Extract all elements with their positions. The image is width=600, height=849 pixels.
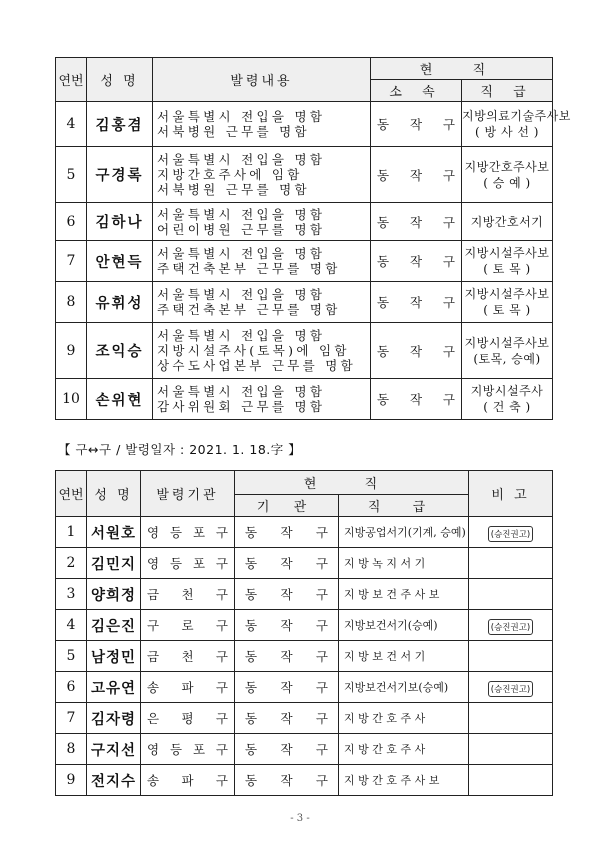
org-char: 동 [245, 556, 258, 571]
org-cell [235, 548, 339, 579]
agency-char: 파 [181, 680, 194, 695]
agency-cell [141, 548, 235, 579]
header-current: 현 직 [371, 58, 553, 80]
header-name: 성 명 [87, 58, 153, 102]
agency-cell [141, 641, 235, 672]
table-row [56, 548, 553, 579]
table-row [56, 102, 553, 147]
appointment-table-1 [55, 57, 571, 420]
grade-cell: 지 방 간 호 주 사 [339, 703, 469, 734]
row-no: 6 [56, 672, 87, 703]
row-no: 7 [56, 241, 87, 282]
unit-char: 작 [409, 343, 423, 359]
unit-cell [371, 379, 462, 420]
grade-line: 지방간호주사보 [464, 159, 550, 174]
header-grade: 직 급 [339, 495, 469, 517]
unit-cell [371, 147, 462, 203]
org-char: 구 [315, 649, 328, 664]
org-char: 작 [280, 525, 293, 540]
person-name: 조익승 [87, 323, 153, 379]
org-char: 작 [280, 680, 293, 695]
org-char: 작 [280, 711, 293, 726]
org-char: 구 [315, 711, 328, 726]
note-cell [469, 734, 553, 765]
note-cell [469, 517, 553, 548]
content-line: 서울특별시 전입을 명함 [157, 109, 326, 124]
promotion-badge: (승진권고) [488, 619, 533, 635]
agency-char: 구 [215, 773, 228, 788]
grade-line: 지방시설주사보 [464, 287, 550, 301]
row-no: 4 [56, 102, 87, 147]
content-line: 어린이병원 근무를 명함 [157, 221, 326, 237]
content-line: 서울특별시 전입을 명함 [157, 152, 326, 167]
row-no: 7 [56, 703, 87, 734]
row-no: 8 [56, 282, 87, 323]
unit-char: 동 [377, 392, 390, 407]
grade-cell [462, 282, 553, 323]
unit-char: 작 [409, 117, 423, 132]
agency-char: 구 [215, 525, 228, 540]
unit-char: 구 [442, 392, 455, 407]
unit-char: 구 [442, 214, 455, 230]
agency-cell [141, 517, 235, 548]
table-row [56, 323, 553, 379]
agency-char: 등 [169, 525, 183, 540]
content-line: 서울특별시 전입을 명함 [157, 246, 326, 261]
agency-char: 금 [147, 587, 160, 602]
unit-cell [371, 241, 462, 282]
org-char: 작 [280, 556, 293, 571]
org-cell [235, 672, 339, 703]
person-name: 고유연 [87, 672, 141, 703]
note-cell [469, 765, 553, 796]
appointment-content [153, 147, 371, 203]
org-char: 작 [280, 618, 293, 633]
grade-cell: 지방보건서기보(승예) [339, 672, 469, 703]
grade-cell [462, 241, 553, 282]
header-name: 성 명 [87, 471, 141, 517]
org-char: 동 [245, 649, 258, 664]
row-no: 1 [56, 517, 87, 548]
promotion-badge: (승진권고) [488, 526, 533, 542]
person-name: 김자령 [87, 703, 141, 734]
content-line: 지방시설주사(토목)에 임함 [157, 343, 350, 358]
agency-char: 구 [215, 556, 228, 571]
agency-char: 등 [169, 556, 183, 571]
agency-char: 구 [215, 742, 228, 757]
note-cell [469, 703, 553, 734]
appointment-content [153, 323, 371, 379]
unit-char: 구 [442, 167, 455, 183]
person-name: 유휘성 [87, 282, 153, 323]
grade-line: 지방간호서기 [470, 214, 544, 229]
person-name: 구경록 [87, 147, 153, 203]
grade-line: ( 토 목 ) [483, 303, 531, 317]
table-row [56, 379, 553, 420]
grade-cell: 지방공업서기(기계, 승예) [339, 517, 469, 548]
agency-char: 송 [147, 680, 160, 695]
person-name: 김홍겸 [87, 102, 153, 147]
appointment-content [153, 102, 371, 147]
grade-line: (토목, 승예) [473, 351, 541, 366]
org-char: 동 [245, 525, 258, 540]
table-row [56, 517, 553, 548]
note-cell [469, 672, 553, 703]
grade-cell: 지 방 보 건 주 사 보 [339, 579, 469, 610]
grade-line: ( 방 사 선 ) [475, 125, 539, 139]
table-row [56, 703, 553, 734]
agency-cell [141, 672, 235, 703]
content-line: 주택건축본부 근무를 명함 [157, 261, 341, 276]
org-cell [235, 703, 339, 734]
org-char: 구 [315, 773, 328, 788]
content-line: 상수도사업본부 근무를 명함 [157, 358, 357, 373]
agency-char: 구 [215, 649, 228, 664]
person-name: 서원호 [87, 517, 141, 548]
content-line: 주택건축본부 근무를 명함 [157, 302, 341, 317]
org-char: 작 [280, 773, 293, 788]
agency-char: 영 [147, 742, 160, 757]
agency-char: 로 [181, 618, 194, 633]
agency-cell [141, 734, 235, 765]
row-no: 8 [56, 734, 87, 765]
table-row [56, 765, 553, 796]
grade-cell [462, 203, 553, 241]
unit-char: 동 [377, 295, 390, 310]
unit-char: 동 [377, 167, 390, 183]
table-row [56, 147, 553, 203]
content-line: 서북병원 근무를 명함 [157, 124, 310, 139]
agency-char: 구 [215, 711, 228, 726]
grade-cell: 지 방 녹 지 서 기 [339, 548, 469, 579]
unit-char: 동 [377, 214, 390, 230]
grade-line: ( 토 목 ) [483, 262, 531, 276]
agency-char: 천 [181, 649, 194, 664]
org-cell [235, 734, 339, 765]
agency-char: 송 [147, 773, 160, 788]
appointment-table-2 [55, 470, 553, 796]
agency-char: 구 [215, 618, 228, 633]
agency-cell [141, 703, 235, 734]
row-no: 2 [56, 548, 87, 579]
appointment-content [153, 282, 371, 323]
agency-char: 파 [181, 773, 194, 788]
header-no: 연번 [56, 58, 87, 102]
header-grade: 직 급 [462, 80, 553, 102]
org-char: 작 [280, 649, 293, 664]
grade-cell: 지 방 간 호 주 사 보 [339, 765, 469, 796]
org-char: 동 [245, 680, 258, 695]
grade-cell: 지 방 간 호 주 사 [339, 734, 469, 765]
agency-char: 천 [181, 587, 194, 602]
row-no: 9 [56, 323, 87, 379]
section-heading: 【 구↔구 / 발령일자 : 2021. 1. 18.字 】 [58, 442, 302, 457]
content-line: 감사위원회 근무를 명함 [157, 399, 326, 414]
grade-cell: 지 방 보 건 서 기 [339, 641, 469, 672]
header-unit: 소 속 [371, 80, 462, 102]
agency-char: 구 [147, 618, 160, 633]
org-cell [235, 641, 339, 672]
header-note: 비 고 [469, 471, 553, 517]
unit-char: 구 [442, 117, 455, 132]
table-row [56, 734, 553, 765]
appointment-content [153, 203, 371, 241]
unit-char: 구 [442, 295, 455, 310]
content-line: 서울특별시 전입을 명함 [157, 384, 326, 399]
agency-char: 평 [181, 711, 194, 726]
org-char: 동 [245, 711, 258, 726]
org-char: 작 [280, 587, 293, 602]
table-row [56, 579, 553, 610]
row-no: 3 [56, 579, 87, 610]
person-name: 전지수 [87, 765, 141, 796]
promotion-badge: (승진권고) [488, 681, 533, 697]
grade-cell [462, 147, 553, 203]
org-char: 작 [280, 742, 293, 757]
agency-cell [141, 765, 235, 796]
org-cell [235, 765, 339, 796]
header-org: 기 관 [235, 495, 339, 517]
agency-char: 등 [169, 742, 183, 757]
note-cell [469, 610, 553, 641]
person-name: 안현득 [87, 241, 153, 282]
unit-char: 작 [409, 167, 423, 183]
agency-cell [141, 579, 235, 610]
header-content: 발령내용 [153, 58, 371, 102]
unit-char: 작 [409, 214, 423, 230]
unit-char: 작 [409, 392, 423, 407]
note-cell [469, 579, 553, 610]
org-char: 구 [315, 587, 328, 602]
unit-cell [371, 203, 462, 241]
content-line: 지방간호주사에 임함 [157, 167, 303, 182]
person-name: 김은진 [87, 610, 141, 641]
grade-cell: 지방보건서기(승예) [339, 610, 469, 641]
grade-cell [462, 323, 553, 379]
content-line: 서울특별시 전입을 명함 [157, 328, 326, 343]
person-name: 양희정 [87, 579, 141, 610]
table-row [56, 282, 553, 323]
note-cell [469, 641, 553, 672]
agency-char: 포 [192, 556, 206, 571]
unit-cell [371, 102, 462, 147]
agency-char: 영 [147, 525, 160, 540]
grade-line: 지방시설주사보 [464, 335, 550, 350]
agency-char: 구 [215, 587, 228, 602]
grade-line: ( 승 예 ) [483, 175, 531, 190]
org-char: 동 [245, 742, 258, 757]
unit-cell [371, 323, 462, 379]
grade-line: 지방시설주사보 [464, 246, 550, 260]
agency-char: 은 [147, 711, 160, 726]
org-char: 동 [245, 587, 258, 602]
table-row [56, 641, 553, 672]
table-row [56, 241, 553, 282]
unit-char: 동 [377, 343, 390, 359]
org-char: 동 [245, 773, 258, 788]
table-row [56, 672, 553, 703]
row-no: 5 [56, 641, 87, 672]
org-char: 동 [245, 618, 258, 633]
unit-char: 구 [442, 254, 455, 269]
person-name: 김민지 [87, 548, 141, 579]
content-line: 서울특별시 전입을 명함 [157, 206, 326, 222]
agency-char: 영 [147, 556, 160, 571]
grade-line: 지방시설주사 [470, 384, 544, 398]
org-cell [235, 579, 339, 610]
agency-cell [141, 610, 235, 641]
unit-char: 작 [409, 254, 423, 269]
agency-char: 포 [192, 742, 206, 757]
unit-cell [371, 282, 462, 323]
agency-char: 구 [215, 680, 228, 695]
person-name: 구지선 [87, 734, 141, 765]
note-cell [469, 548, 553, 579]
grade-line: ( 건 축 ) [483, 400, 531, 414]
row-no: 9 [56, 765, 87, 796]
grade-cell [462, 379, 553, 420]
header-no: 연번 [56, 471, 87, 517]
unit-char: 동 [377, 117, 390, 132]
row-no: 10 [56, 379, 87, 420]
header-agency: 발령기관 [141, 471, 235, 517]
org-char: 구 [315, 742, 328, 757]
unit-char: 동 [377, 254, 390, 269]
org-cell [235, 610, 339, 641]
person-name: 남정민 [87, 641, 141, 672]
row-no: 5 [56, 147, 87, 203]
person-name: 김하나 [87, 203, 153, 241]
page-number: - 3 - [290, 813, 310, 824]
org-cell [235, 517, 339, 548]
org-char: 구 [315, 680, 328, 695]
grade-line: 지방의료기술주사보 [462, 109, 571, 123]
org-char: 구 [315, 556, 328, 571]
agency-char: 포 [192, 525, 206, 540]
content-line: 서북병원 근무를 명함 [157, 182, 310, 197]
table-row [56, 203, 553, 241]
appointment-content [153, 379, 371, 420]
person-name: 손위현 [87, 379, 153, 420]
table-row [56, 610, 553, 641]
org-char: 구 [315, 525, 328, 540]
unit-char: 구 [442, 343, 455, 359]
grade-cell [462, 102, 571, 147]
agency-char: 금 [147, 649, 160, 664]
header-current: 현 직 [235, 471, 469, 495]
content-line: 서울특별시 전입을 명함 [157, 287, 326, 302]
appointment-content [153, 241, 371, 282]
org-char: 구 [315, 618, 328, 633]
row-no: 4 [56, 610, 87, 641]
unit-char: 작 [409, 295, 423, 310]
row-no: 6 [56, 203, 87, 241]
